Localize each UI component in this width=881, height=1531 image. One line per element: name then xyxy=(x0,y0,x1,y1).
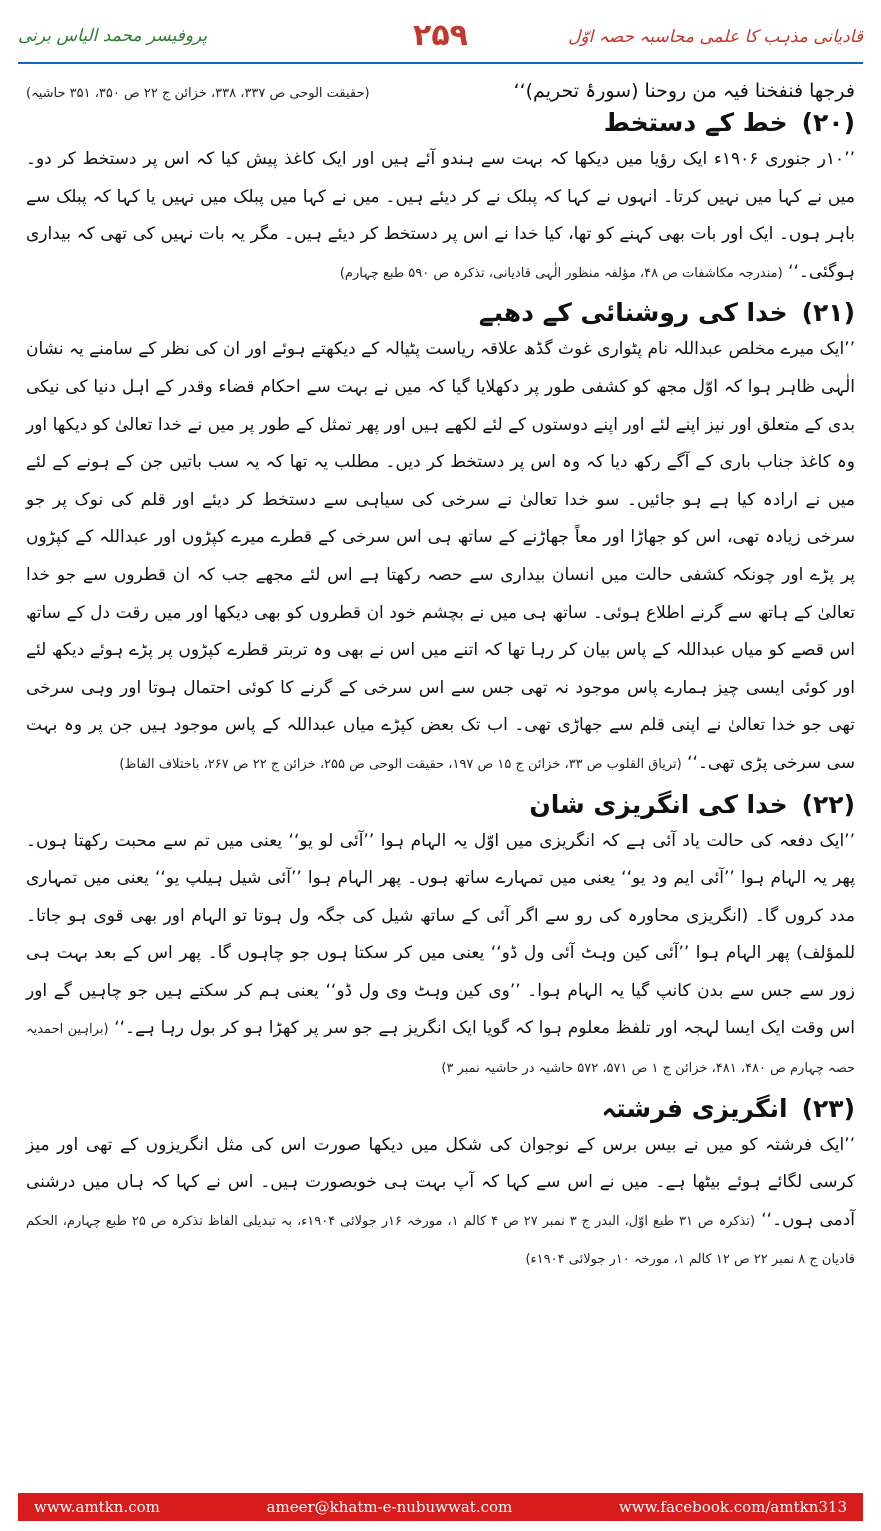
section-body: ’’ایک میرے مخلص عبداللہ نام پٹواری غوث گڈھ علاقہ ریاست پٹیالہ کے دیکھتے ہوئے اور ان کی نظر کے سامنے یہ نشان الٰہی ظاہر ہوا کہ اوّل مجھ کو کشفی طور پر دکھلایا گیا کہ میں نے بہت سے احکام قضاء وقدر کے اہل دنیا کی نیکی بدی کے متعلق اور نیز اپنے لئے اور اپنے دوستوں کے لئے لکھے ہیں اور پھر تمثل کے طور پر میں نے خدا تعالیٰ کو دیکھا اور وہ کاغذ جناب باری کے آگے رکھ دیا کہ وہ اس پر دستخط کر دیں۔ مطلب یہ تھا کہ یہ سب باتیں جن کے ہونے کے لئے میں نے ارادہ کیا ہے ہو جائیں۔ سو خدا تعالیٰ نے سرخی کی سیاہی سے دستخط کر دیئے اور قلم کی نوک پر جو سرخی زیادہ تھی، اس کو جھاڑا اور معاً جھاڑنے کے ساتھ ہی اس سرخی کے قطرے میرے کپڑوں اور عبداللہ کے کپڑوں پر پڑے اور چونکہ کشفی حالت میں انسان بیداری سے حصہ رکھتا ہے اس لئے مجھے جب کہ ان قطروں سے جو خدا تعالیٰ کے ہاتھ سے گرنے اطلاع ہوئی۔ ساتھ ہی میں نے بچشم خود ان قطروں کو بھی دیکھا اور میں رقت دل کے ساتھ اس قصے کو میاں عبداللہ کے پاس بیان کر رہا تھا کہ اتنے میں اس نے بھی وہ تربتر قطرے کپڑوں پر پڑے ہوئے دیکھ لئے اور کوئی ایسی چیز ہمارے پاس موجود نہ تھی جس سے اس سرخی کے گرنے کا کوئی احتمال ہوتا اور وہی سرخی تھی جو خدا تعالیٰ نے اپنی قلم سے جھاڑی تھی۔ اب تک بعض کپڑے میاں عبداللہ کے پاس موجود ہیں جن پر وہ بہت سی سرخی پڑی تھی۔‘‘ (تریاق القلوب ص ۳۳، خزائن ج ۱۵ ص ۱۹۷، حقیقت الوحی ص ۲۵۵، خزائن ج ۲۲ ص ۲۶۷، باختلاف الفاظ) xyxy=(26,339,855,773)
header-divider xyxy=(18,62,863,64)
quote-reference: (حقیقت الوحی ص ۳۳۷، ۳۳۸، خزائن ج ۲۲ ص ۳۵۰، ۳۵۱ حاشیہ) xyxy=(26,86,370,101)
section-reference: (تریاق القلوب ص ۳۳، خزائن ج ۱۵ ص ۱۹۷، حقیقت الوحی ص ۲۵۵، خزائن ج ۲۲ ص ۲۶۷، باختلاف الفاظ) xyxy=(119,756,682,772)
email-link[interactable]: ameer@khatm-e-nubuwwat.com xyxy=(266,1498,513,1516)
page-header xyxy=(18,12,863,60)
section-body: ’’ایک دفعہ کی حالت یاد آئی ہے کہ انگریزی میں اوّل یہ الہام ہوا ’’آئی لو یو‘‘ یعنی میں تم سے محبت رکھتا ہوں۔ پھر یہ الہام ہوا ’’آئی ایم ود یو‘‘ یعنی میں تمہارے ساتھ ہوں۔ پھر الہام ہوا ’’آئی شیل ہیلپ یو‘‘ یعنی میں تمہاری مدد کروں گا۔ (انگریزی محاورہ کی رو سے اگر آئی کے ساتھ شیل کی جگہ ول ہوتا تو الہام اور بھی قوی ہو جاتا۔ للمؤلف) پھر الہام ہوا ’’آئی کین وہٹ آئی ول ڈو‘‘ یعنی میں کر سکتا ہوں جو چاہوں گا۔ پھر اس کے بعد بہت ہی زور سے جس سے بدن کانپ گیا یہ الہام ہوا۔ ’’وی کین وہٹ وی ول ڈو‘‘ یعنی ہم کر سکتے ہیں جو چاہیں گے اور اس وقت ایک ایسا لہجہ اور تلفظ معلوم ہوا کہ گویا ایک انگریز ہے جو سر پر کھڑا ہو کر بول رہا ہے۔‘‘ (براہین احمدیہ حصہ چہارم ص ۴۸۰، ۴۸۱، خزائن ج ۱ ص ۵۷۱، ۵۷۲ حاشیہ در حاشیہ نمبر ۳) xyxy=(26,830,856,1077)
section-title: خط کے دستخط xyxy=(603,108,788,137)
section-heading xyxy=(26,790,855,819)
website-link[interactable]: www.amtkn.com xyxy=(34,1498,160,1516)
book-title: قادیانی مذہب کا علمی محاسبہ حصہ اوّل xyxy=(568,27,863,47)
section-23 xyxy=(26,1094,855,1279)
section-number: (۲۱) xyxy=(801,298,855,328)
section-heading xyxy=(26,108,855,137)
page-number: ۲۵۹ xyxy=(413,18,468,53)
section-number: (۲۰) xyxy=(801,108,855,137)
page-footer xyxy=(18,1493,863,1521)
section-21 xyxy=(26,298,855,783)
facebook-link[interactable]: www.facebook.com/amtkn313 xyxy=(618,1498,847,1516)
top-quote xyxy=(26,80,855,102)
section-title: خدا کی روشنائی کے دھبے xyxy=(478,298,788,328)
section-title: انگریزی فرشتہ xyxy=(601,1093,788,1123)
section-20 xyxy=(26,108,855,292)
section-heading xyxy=(26,298,855,327)
page-content xyxy=(26,80,855,1481)
section-title: خدا کی انگریزی شان xyxy=(529,789,788,819)
section-22 xyxy=(26,790,855,1088)
quran-quote: فرجھا فنفخنا فیہ من روحنا (سورۂ تحریم)‘‘ xyxy=(513,80,855,102)
section-number: (۲۲) xyxy=(801,789,855,819)
author-name: پروفیسر محمد الیاس برنی xyxy=(18,26,208,46)
section-body: ’’ایک فرشتہ کو میں نے بیس برس کے نوجوان کی شکل میں دیکھا صورت اس کی مثل انگریزوں کے تھی اور میز کرسی لگائے ہوئے بیٹھا ہے۔ میں نے اس سے کہا کہ آپ بہت ہی خوبصورت ہیں۔ اس نے کہا کہ ہاں میں درشنی آدمی ہوں۔‘‘ (تذکرہ ص ۳۱ طبع اوّل، البدر ج ۳ نمبر ۲۷ ص ۴ کالم ۱، مورخہ ۱۶ر جولائی ۱۹۰۴ء، بہ تبدیلی الفاظ تذکرہ ص ۲۵ طبع چہارم، الحکم قادیان ج ۸ نمبر ۲۲ ص ۱۲ کالم ۱، مورخہ ۱۰ر جولائی ۱۹۰۴ء) xyxy=(26,1134,856,1268)
section-number: (۲۳) xyxy=(801,1093,855,1123)
section-reference: (براہین احمدیہ حصہ چہارم ص ۴۸۰، ۴۸۱، خزائن ج ۱ ص ۵۷۱، ۵۷۲ حاشیہ در حاشیہ نمبر ۳) xyxy=(26,1022,855,1077)
section-body: ’’۱۰ر جنوری ۱۹۰۶ء ایک رؤیا میں دیکھا کہ بہت سے ہندو آئے ہیں اور ایک کاغذ پیش کیا کہ اس پر دستخط کر دو۔ میں نے کہا میں نہیں کرتا۔ انہوں نے کہا کہ پبلک نے کر دیئے ہیں۔ میں نے کہا میں پبلک میں نہیں یا کہا کہ پبلک سے باہر ہوں۔ ایک اور بات بھی کہنے کو تھا، کیا خدا نے اس پر دستخط کر دیئے ہیں۔ مگر یہ بات نہیں کی تھی کہ بیداری ہوگئی۔‘‘ (مندرجہ مکاشفات ص ۴۸، مؤلفہ منظور الٰہی قادیانی، تذکرہ ص ۵۹۰ طبع چہارم) xyxy=(26,149,855,282)
section-reference: (مندرجہ مکاشفات ص ۴۸، مؤلفہ منظور الٰہی قادیانی، تذکرہ ص ۵۹۰ طبع چہارم) xyxy=(339,265,783,281)
section-heading xyxy=(26,1094,855,1123)
section-reference: (تذکرہ ص ۳۱ طبع اوّل، البدر ج ۳ نمبر ۲۷ ص ۴ کالم ۱، مورخہ ۱۶ر جولائی ۱۹۰۴ء، بہ تبدیلی الفاظ تذکرہ ص ۲۵ طبع چہارم، الحکم قادیان ج ۸ نمبر ۲۲ ص ۱۲ کالم ۱، مورخہ ۱۰ر جولائی ۱۹۰۴ء) xyxy=(26,1213,855,1268)
